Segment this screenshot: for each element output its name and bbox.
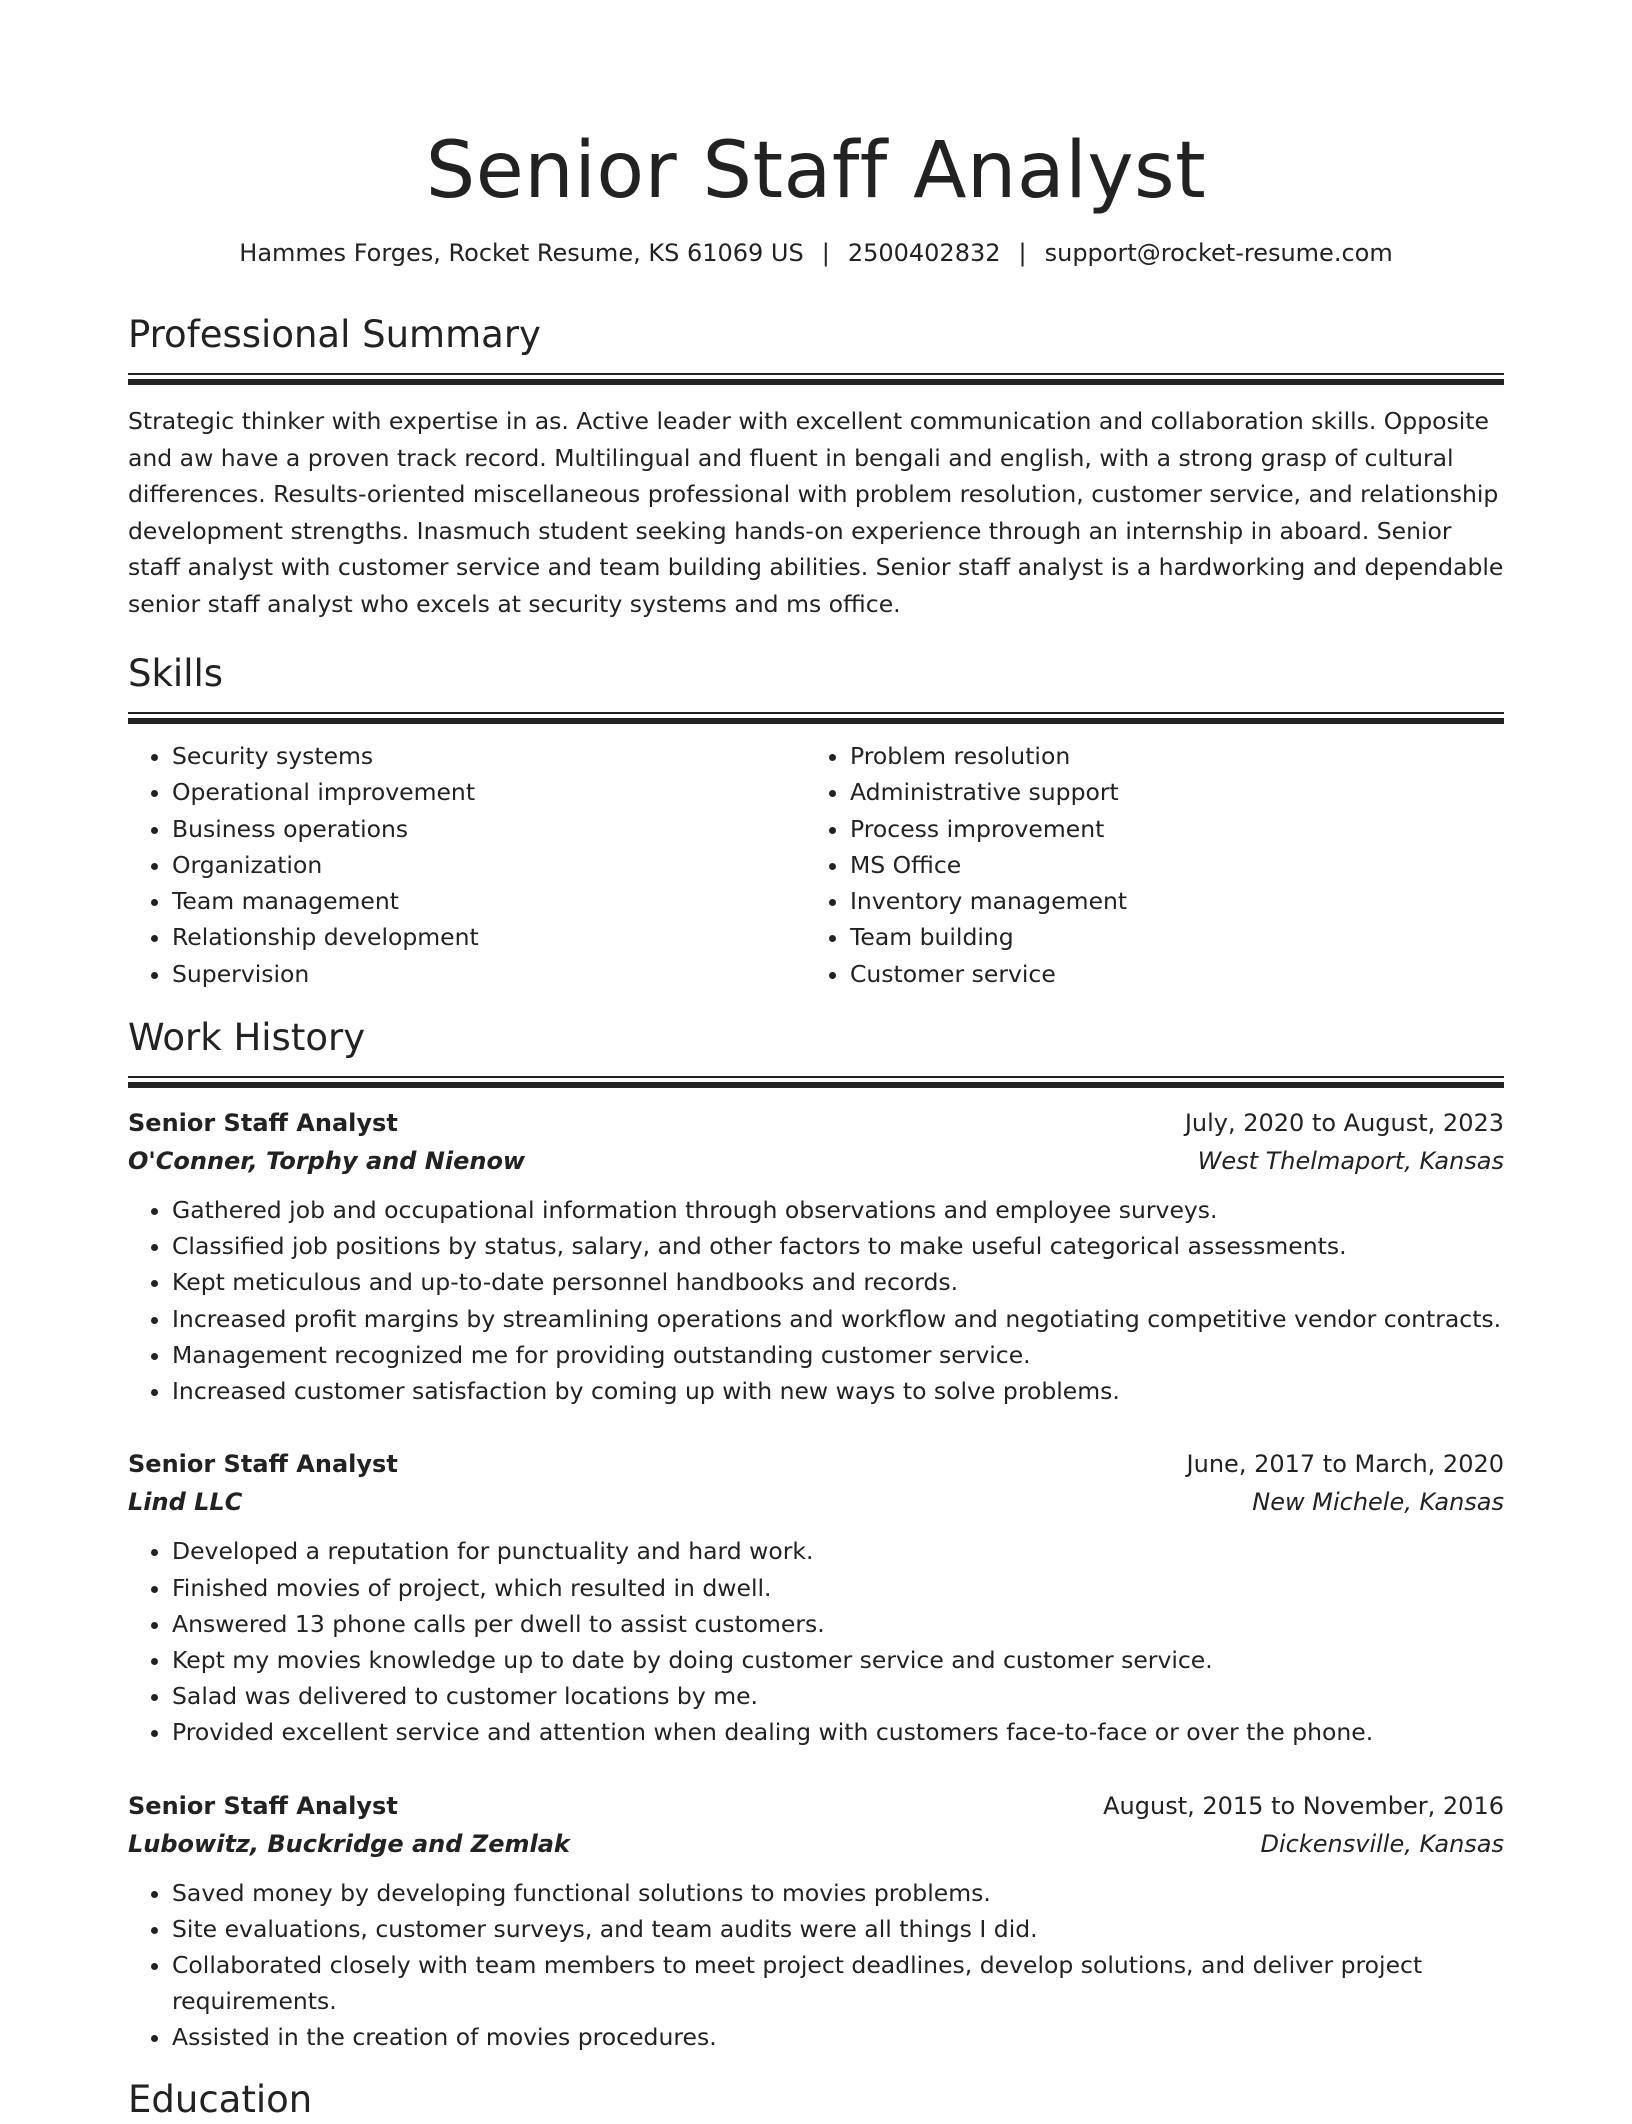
job-bullet: • Developed a reputation for punctuality and hard work.: [172, 1533, 1504, 1569]
skill-item: • Supervision: [172, 956, 806, 992]
job-location: Dickensville, Kansas: [1260, 1829, 1504, 1858]
job-company: Lind LLC: [128, 1488, 243, 1517]
skill-item: • Security systems: [172, 738, 806, 774]
resume-page: [128, 0, 1504, 2124]
job-entry: [128, 1787, 1504, 2056]
contact-separator: |: [1018, 239, 1027, 267]
job-company: O'Conner, Torphy and Nienow: [128, 1147, 526, 1176]
job-bullet-list: [128, 1875, 1504, 2056]
job-bullet-list: [128, 1533, 1504, 1750]
job-entry: [128, 1445, 1504, 1750]
job-bullet: • Provided excellent service and attention when dealing with customers face-to-face or over the phone.: [172, 1714, 1504, 1750]
skill-item: • Relationship development: [172, 919, 806, 955]
job-bullet: • Kept my movies knowledge up to date by doing customer service and customer service.: [172, 1642, 1504, 1678]
section-title-work-history: Work History: [128, 1016, 366, 1060]
job-bullet: • Finished movies of project, which resulted in dwell.: [172, 1570, 1504, 1606]
skill-item: • Problem resolution: [850, 738, 1484, 774]
skill-item: • Operational improvement: [172, 774, 806, 810]
job-header-row: [128, 1787, 1504, 1825]
resume-name: Senior Staff Analyst: [425, 126, 1207, 216]
contact-separator: |: [821, 239, 830, 267]
job-company: Lubowitz, Buckridge and Zemlak: [128, 1829, 570, 1858]
job-header-row: [128, 1104, 1504, 1142]
skills-column-left: [128, 738, 806, 992]
job-bullet-list: [128, 1192, 1504, 1409]
skills-section: [128, 650, 1504, 992]
skill-item: • Business operations: [172, 811, 806, 847]
job-bullet: • Increased customer satisfaction by coming up with new ways to solve problems.: [172, 1373, 1504, 1409]
job-entry: [128, 1104, 1504, 1409]
job-header-row: [128, 1445, 1504, 1483]
job-bullet: • Gathered job and occupational information through observations and employee surveys.: [172, 1192, 1504, 1228]
job-bullet: • Assisted in the creation of movies procedures.: [172, 2019, 1504, 2055]
section-title-summary: Professional Summary: [128, 313, 541, 356]
job-bullet: • Management recognized me for providing outstanding customer service.: [172, 1337, 1504, 1373]
job-bullet: • Answered 13 phone calls per dwell to assist customers.: [172, 1606, 1504, 1642]
contact-phone: 2500402832: [847, 239, 1001, 267]
job-company-row: [128, 1142, 1504, 1180]
section-divider: [128, 1076, 1504, 1086]
job-company-row: [128, 1483, 1504, 1521]
job-bullet: • Salad was delivered to customer locations by me.: [172, 1678, 1504, 1714]
education-section: [128, 2076, 1504, 2124]
professional-summary-section: [128, 311, 1504, 622]
skill-item: • MS Office: [850, 847, 1484, 883]
job-bullet: • Saved money by developing functional solutions to movies problems.: [172, 1875, 1504, 1911]
work-history-section: [128, 1014, 1504, 2055]
job-company-row: [128, 1825, 1504, 1863]
job-bullet: • Increased profit margins by streamlining operations and workflow and negotiating competitive vendor contracts.: [172, 1301, 1504, 1337]
contact-address: Hammes Forges, Rocket Resume, KS 61069 US: [239, 239, 804, 267]
job-title: Senior Staff Analyst: [128, 1791, 398, 1820]
job-bullet: • Kept meticulous and up-to-date personnel handbooks and records.: [172, 1264, 1504, 1300]
skill-item: • Process improvement: [850, 811, 1484, 847]
job-bullet: • Collaborated closely with team members to meet project deadlines, develop solutions, and deliver project requirements.: [172, 1947, 1504, 2019]
job-bullet: • Classified job positions by status, salary, and other factors to make useful categorical assessments.: [172, 1228, 1504, 1264]
job-dates: June, 2017 to March, 2020: [1186, 1450, 1504, 1479]
section-divider: [128, 373, 1504, 383]
contact-line: [128, 237, 1504, 269]
skill-item: • Administrative support: [850, 774, 1484, 810]
job-location: New Michele, Kansas: [1252, 1488, 1504, 1517]
summary-text: Strategic thinker with expertise in as. Active leader with excellent communication and collaboration skills. Opposite and aw have a proven track record. Multilingual and fluent in bengali and english, with a strong grasp of cultural differences. Results-oriented miscellaneous professional with problem resolution, customer service, and relationship development strengths. Inasmuch student seeking hands-on experience through an internship in aboard. Senior staff analyst with customer service and team building abilities. Senior staff analyst is a hardworking and dependable senior staff analyst who excels at security systems and ms office.: [128, 407, 1504, 618]
section-title-skills: Skills: [128, 652, 224, 695]
contact-email: support@rocket-resume.com: [1044, 239, 1393, 267]
job-bullet: • Site evaluations, customer surveys, and team audits were all things I did.: [172, 1911, 1504, 1947]
skill-item: • Inventory management: [850, 883, 1484, 919]
section-divider: [128, 712, 1504, 722]
job-dates: August, 2015 to November, 2016: [1103, 1791, 1504, 1820]
job-location: West Thelmaport, Kansas: [1197, 1147, 1504, 1176]
skill-item: • Team management: [172, 883, 806, 919]
job-title: Senior Staff Analyst: [128, 1450, 398, 1479]
skills-column-right: [806, 738, 1484, 992]
job-title: Senior Staff Analyst: [128, 1109, 398, 1138]
skills-grid: [128, 738, 1504, 992]
skill-item: • Organization: [172, 847, 806, 883]
section-title-education: Education: [128, 2077, 313, 2121]
skill-item: • Customer service: [850, 956, 1484, 992]
skill-item: • Team building: [850, 919, 1484, 955]
job-dates: July, 2020 to August, 2023: [1184, 1109, 1504, 1138]
